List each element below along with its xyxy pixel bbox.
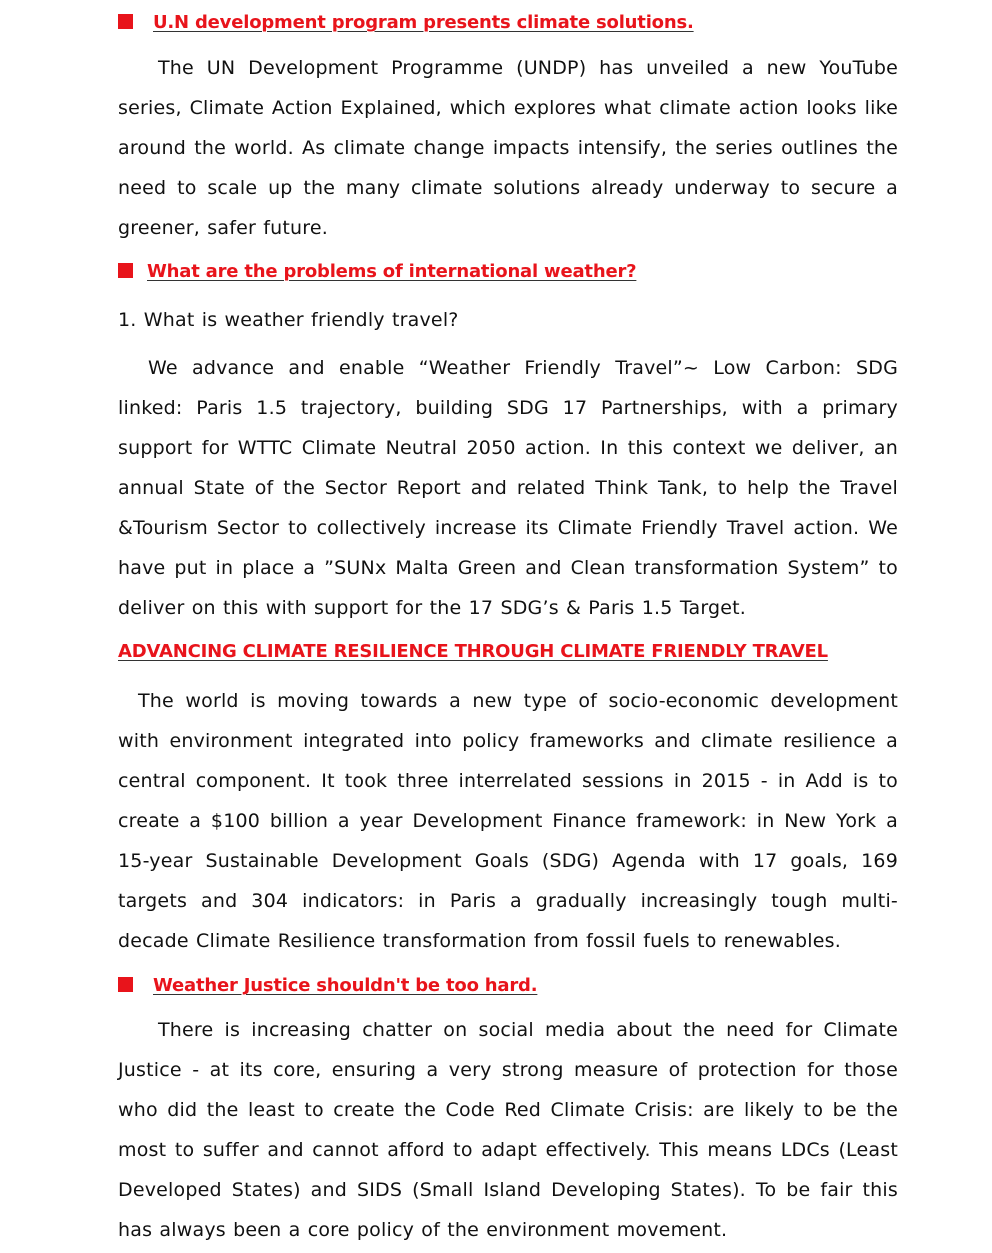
heading-text: What are the problems of international weather? — [147, 261, 637, 282]
heading-text: U.N development program presents climate solutions. — [153, 12, 694, 33]
section-heading-caps — [118, 641, 828, 662]
red-square-bullet-icon — [118, 263, 133, 278]
red-square-bullet-icon — [118, 14, 133, 29]
red-square-bullet-icon — [118, 977, 133, 992]
paragraph: The UN Development Programme (UNDP) has unveiled a new YouTube series, Climate Action Explained, which explores what climate action looks like around the world. As climate change impacts intensify, the series outlines the need to scale up the many climate solutions already underway to secure a greener, safer future. — [118, 57, 898, 239]
section-heading — [118, 261, 636, 282]
paragraph: We advance and enable “Weather Friendly Travel”~ Low Carbon: SDG linked: Paris 1.5 trajectory, building SDG 17 Partnerships, with a primary support for WTTC Climate Neutral 2050 action. In this context we deliver, an annual State of the Sector Report and related Think Tank, to help the Travel &Tourism Sector to collectively increase its Climate Friendly Travel action. We have put in place a ”SUNx Malta Green and Clean transformation System” to deliver on this with support for the 17 SDG’s & Paris 1.5 Target. — [118, 357, 898, 619]
heading-text: Weather Justice shouldn't be too hard. — [153, 975, 538, 996]
paragraph: The world is moving towards a new type of socio-economic development with environment integrated into policy frameworks and climate resilience a central component. It took three interrelated sessions in 2015 - in Add is to create a $100 billion a year Development Finance framework: in New York a 15-year Sustainable Development Goals (SDG) Agenda with 17 goals, 169 targets and 304 indicators: in Paris a gradually increasingly tough multi-decade Climate Resilience transformation from fossil fuels to renewables. — [118, 690, 898, 952]
paragraph: There is increasing chatter on social media about the need for Climate Justice - at its core, ensuring a very strong measure of protection for those who did the least to create the Code Red Climate Crisis: are likely to be the most to suffer and cannot afford to adapt effectively. This means LDCs (Least Developed States) and SIDS (Small Island Developing States). To be fair this has always been a core policy of the environment movement. — [118, 1019, 898, 1241]
section-heading — [118, 975, 537, 996]
section-heading — [118, 12, 694, 33]
subheading: 1. What is weather friendly travel? — [118, 309, 459, 331]
heading-text: ADVANCING CLIMATE RESILIENCE THROUGH CLIMATE FRIENDLY TRAVEL — [118, 641, 828, 662]
